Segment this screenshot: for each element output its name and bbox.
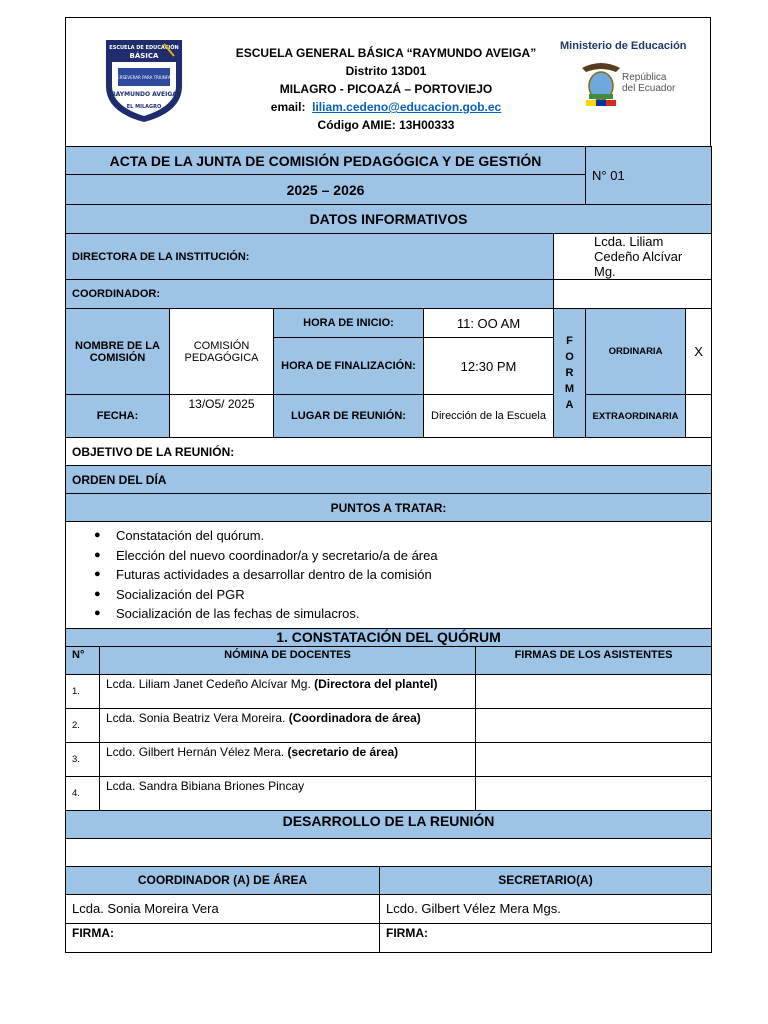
- firma-cell[interactable]: [476, 742, 712, 776]
- desarrollo-content[interactable]: [66, 838, 712, 866]
- puntos-heading: PUNTOS A TRATAR:: [66, 494, 712, 522]
- school-name: ESCUELA GENERAL BÁSICA “RAYMUNDO AVEIGA”: [235, 46, 537, 60]
- docente-cell: [100, 742, 476, 776]
- row-number: 4.: [66, 776, 100, 810]
- firma-secretario-label: FIRMA:: [380, 923, 712, 952]
- table-row: [66, 776, 712, 810]
- coordinador-area-header: COORDINADOR (A) DE ÁREA: [66, 866, 380, 894]
- secretario-name: Lcdo. Gilbert Vélez Mera Mgs.: [380, 894, 712, 923]
- hora-inicio-label: HORA DE INICIO:: [274, 309, 424, 338]
- firma-cell[interactable]: [476, 776, 712, 810]
- school-location: MILAGRO - PICOAZÁ – PORTOVIEJO: [279, 82, 493, 96]
- fecha-value: 13/O5/ 2025: [170, 395, 274, 438]
- firma-cell[interactable]: [476, 674, 712, 708]
- puntos-list-cell: [66, 522, 712, 629]
- nombre-comision-value: COMISIÓN PEDAGÓGICA: [170, 309, 274, 395]
- hora-fin-value: 12:30 PM: [424, 338, 554, 395]
- ministry-name: Ministerio de Educación: [560, 40, 687, 52]
- table-row: [66, 708, 712, 742]
- firma-coordinador-label: FIRMA:: [66, 923, 380, 952]
- svg-text:RAYMUNDO AVEIGA: RAYMUNDO AVEIGA: [111, 91, 177, 98]
- amie-code: Código AMIE: 13H00333: [317, 118, 455, 132]
- row-number: 2.: [66, 708, 100, 742]
- ordinaria-mark: X: [686, 309, 712, 395]
- docente-name: Lcda. Sandra Bibiana Briones Pincay: [106, 778, 305, 793]
- school-info: [216, 44, 556, 134]
- nombre-comision-label: NOMBRE DE LA COMISIÓN: [66, 309, 170, 395]
- hora-fin-label: HORA DE FINALIZACIÓN:: [274, 338, 424, 395]
- svg-text:PERSEVERAR PARA TRIUNFAR: PERSEVERAR PARA TRIUNFAR: [114, 75, 174, 80]
- quorum-heading: 1. CONSTATACIÓN DEL QUÓRUM: [66, 628, 712, 646]
- desarrollo-heading: DESARROLLO DE LA REUNIÓN: [66, 810, 712, 838]
- table-row: [66, 742, 712, 776]
- docente-cell: [100, 776, 476, 810]
- school-shield-logo: [104, 34, 184, 124]
- directora-label: DIRECTORA DE LA INSTITUCIÓN:: [66, 234, 554, 280]
- acta-number: N° 01: [586, 147, 712, 205]
- acta-period: 2025 – 2026: [66, 175, 586, 205]
- document-page: [65, 17, 711, 953]
- ecuador-coat-of-arms-icon: [578, 58, 624, 108]
- docente-role: (secretario de área): [287, 744, 399, 759]
- hora-inicio-value: 11: OO AM: [424, 309, 554, 338]
- acta-title: ACTA DE LA JUNTA DE COMISIÓN PEDAGÓGICA Y DE GESTIÓN: [66, 147, 586, 175]
- ministry-logo: [560, 40, 700, 110]
- svg-text:EL MILAGRO: EL MILAGRO: [126, 104, 162, 110]
- republic-line-1: República: [622, 72, 667, 83]
- docente-cell: [100, 674, 476, 708]
- objetivo-label: OBJETIVO DE LA REUNIÓN:: [66, 438, 712, 466]
- coordinador-value: [554, 280, 712, 309]
- school-email-line: [216, 98, 556, 116]
- list-item: ● Constatación del quórum.: [94, 526, 711, 546]
- quorum-table: [65, 628, 712, 811]
- row-number: 1.: [66, 674, 100, 708]
- list-item: ● Elección del nuevo coordinador/a y secretario/a de área: [94, 546, 711, 566]
- acta-table: [65, 146, 712, 629]
- orden-label: ORDEN DEL DÍA: [66, 466, 712, 494]
- col-firmas-header: FIRMAS DE LOS ASISTENTES: [476, 646, 712, 674]
- col-nomina-header: NÓMINA DE DOCENTES: [100, 646, 476, 674]
- firma-cell[interactable]: [476, 708, 712, 742]
- lugar-value: Dirección de la Escuela: [424, 395, 554, 438]
- list-item: ● Socialización del PGR: [94, 585, 711, 605]
- docente-cell: [100, 708, 476, 742]
- coordinador-area-name: Lcda. Sonia Moreira Vera: [66, 894, 380, 923]
- list-item: ● Socialización de las fechas de simulacros.: [94, 604, 711, 624]
- list-item: ● Futuras actividades a desarrollar dentro de la comisión: [94, 565, 711, 585]
- row-number: 3.: [66, 742, 100, 776]
- email-label: email:: [270, 100, 306, 114]
- extraordinaria-label: EXTRAORDINARIA: [586, 395, 686, 438]
- email-link[interactable]: liliam.cedeno@educacion.gob.ec: [312, 100, 502, 114]
- republic-line-2: del Ecuador: [622, 83, 676, 94]
- secretario-header: SECRETARIO(A): [380, 866, 712, 894]
- docente-name: Lcdo. Gilbert Hernán Vélez Mera.: [106, 744, 285, 759]
- table-row: [66, 674, 712, 708]
- svg-text:BÁSICA: BÁSICA: [129, 52, 159, 60]
- lugar-label: LUGAR DE REUNIÓN:: [274, 395, 424, 438]
- docente-name: Lcda. Sonia Beatriz Vera Moreira.: [106, 710, 286, 725]
- svg-text:ESCUELA DE EDUCACIÓN: ESCUELA DE EDUCACIÓN: [109, 45, 179, 51]
- coordinador-label: COORDINADOR:: [66, 280, 554, 309]
- school-district: Distrito 13D01: [345, 64, 427, 78]
- directora-value: Lcda. Liliam Cedeño Alcívar Mg.: [554, 234, 712, 280]
- ordinaria-label: ORDINARIA: [586, 309, 686, 395]
- document-header: [65, 17, 711, 146]
- puntos-list: [66, 526, 711, 624]
- docente-name: Lcda. Liliam Janet Cedeño Alcívar Mg.: [106, 676, 311, 691]
- docente-role: (Directora del plantel): [314, 676, 438, 691]
- forma-label: F O R M A: [554, 309, 586, 438]
- fecha-label: FECHA:: [66, 395, 170, 438]
- docente-role: (Coordinadora de área): [288, 710, 421, 725]
- col-number-header: N°: [66, 646, 100, 674]
- datos-heading: DATOS INFORMATIVOS: [66, 205, 712, 234]
- desarrollo-table: [65, 810, 712, 953]
- extraordinaria-mark: [686, 395, 712, 438]
